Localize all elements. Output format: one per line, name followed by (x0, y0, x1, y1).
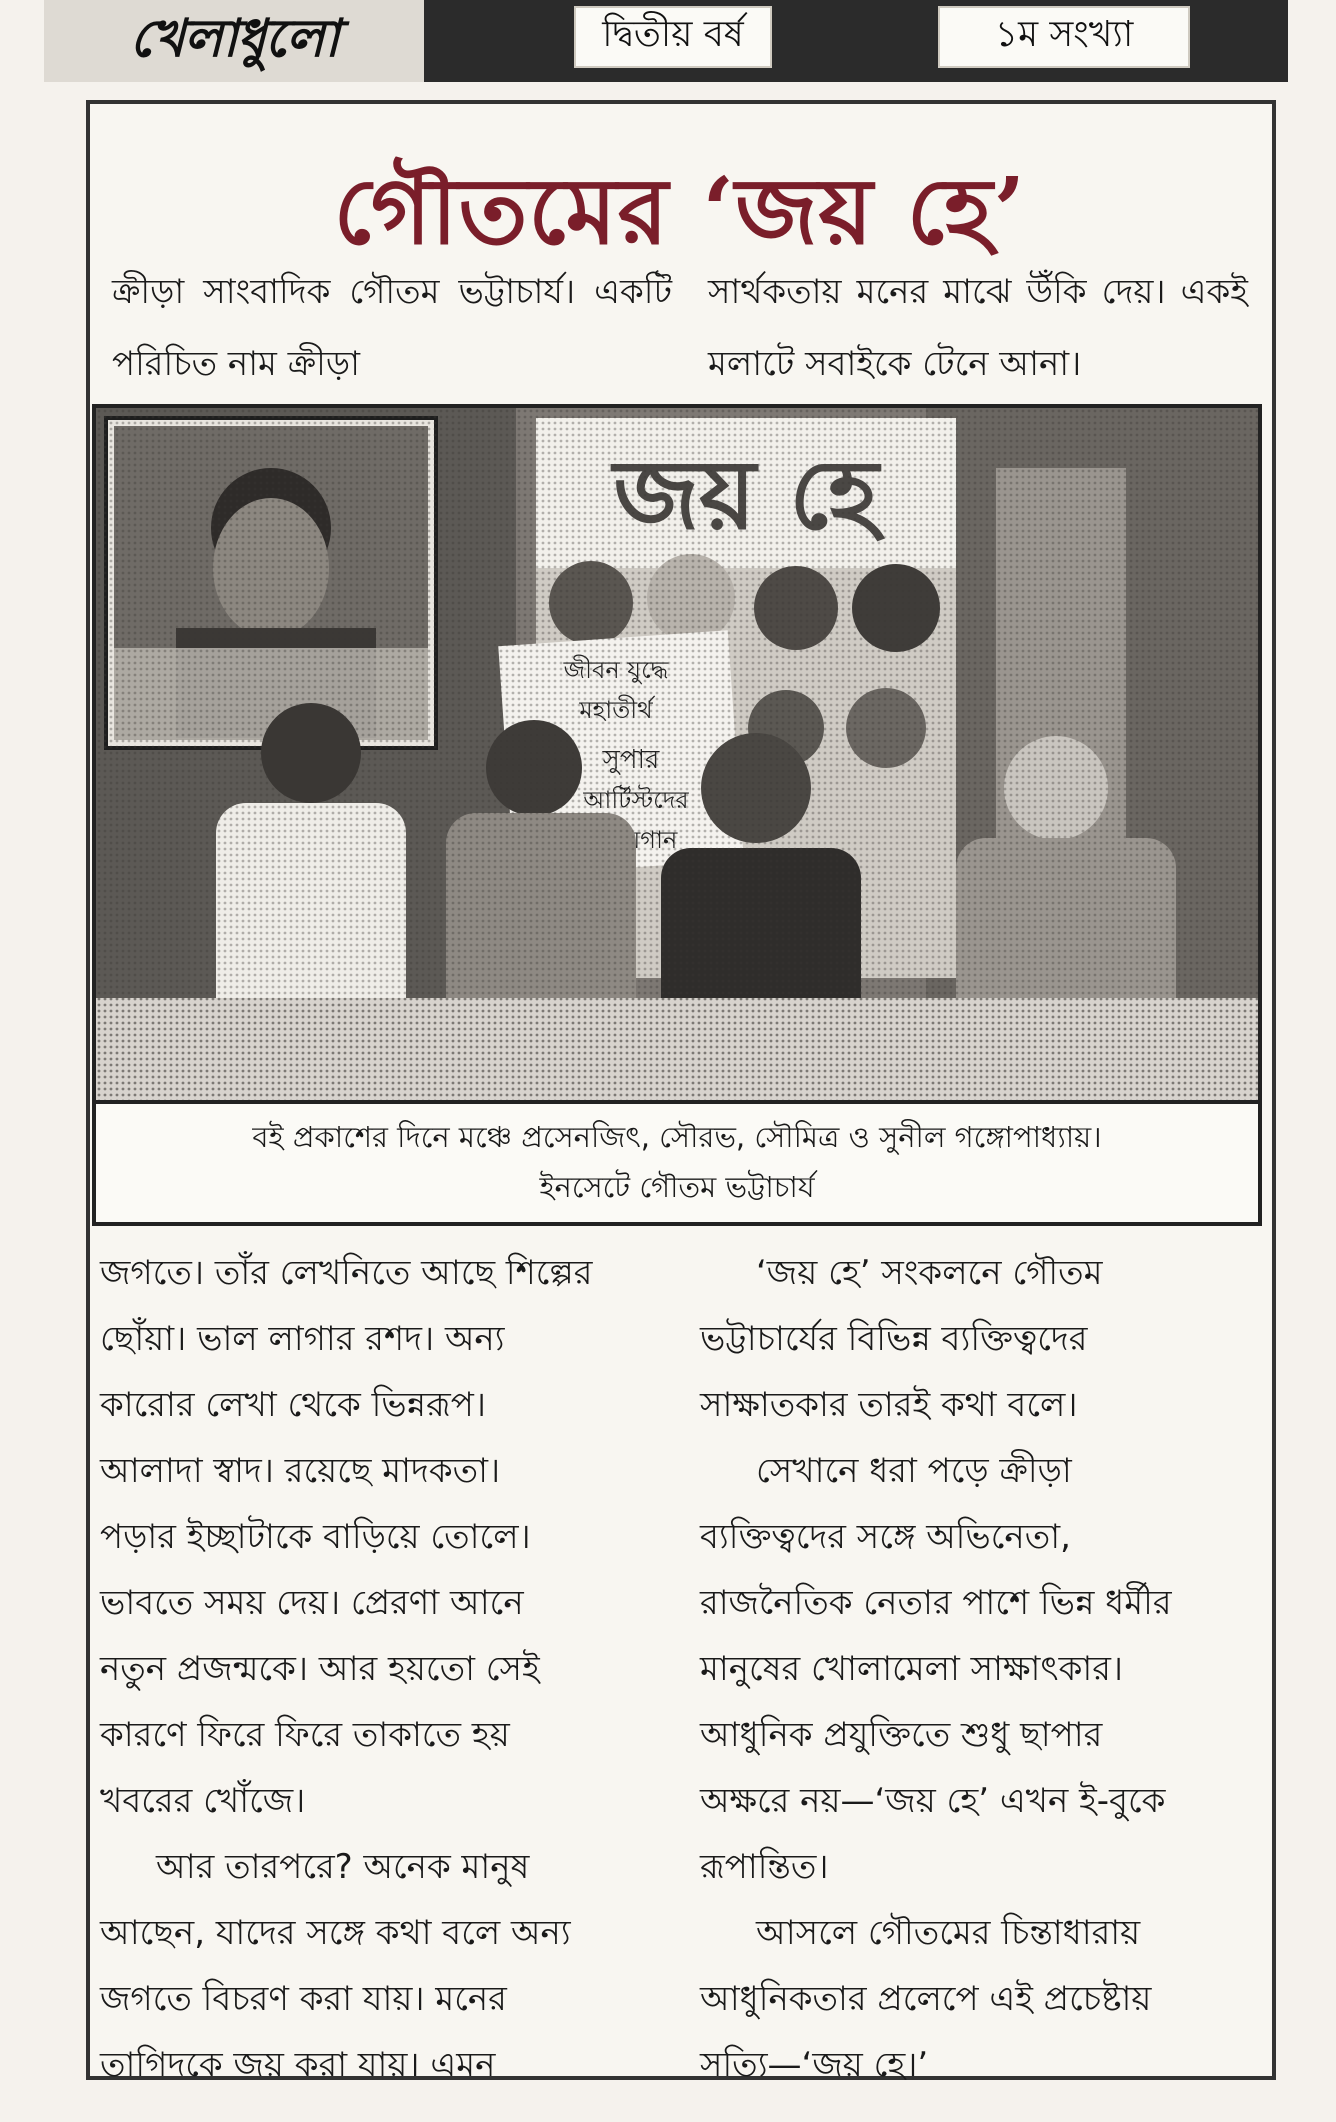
body-line: মানুষের খোলামেলা সাক্ষাৎকার। (700, 1649, 1124, 1689)
body-line: অক্ষরে নয়—‘জয় হে’ এখন ই-বুকে (700, 1781, 1166, 1821)
intro-right-line: সার্থকতায় মনের মাঝে উঁকি দেয়। (708, 272, 1166, 312)
body-line: সত্যি—‘জয় হে।’ (700, 2045, 929, 2085)
body-column-right (700, 1240, 1260, 2098)
body-line: ভট্টাচার্যের বিভিন্ন ব্যক্তিত্বদের (700, 1319, 1088, 1359)
body-line: কারোর লেখা থেকে ভিন্নরূপ। (100, 1385, 487, 1425)
body-line: আলাদা স্বাদ। রয়েছে মাদকতা। (100, 1451, 501, 1491)
body-line: আর তারপরে? অনেক মানুষ (156, 1847, 530, 1887)
intro-left-line: ক্রীড়া সাংবাদিক গৌতম (112, 272, 440, 312)
caption-line-1: বই প্রকাশের দিনে মঞ্চে প্রসেনজিৎ, সৌরভ, সৌমিত্র ও সুনীল গঙ্গোপাধ্যায়। (252, 1120, 1102, 1154)
issue-year: দ্বিতীয় বর্ষ (574, 6, 772, 68)
intro-right-column (708, 256, 1248, 400)
body-line: আধুনিক প্রযুক্তিতে শুধু ছাপার (700, 1715, 1103, 1755)
newspaper-logo (44, 0, 424, 82)
body-line: নতুন প্রজন্মকে। আর হয়তো সেই (100, 1649, 540, 1689)
caption-line-2: ইনসেটে গৌতম ভট্টাচার্য (539, 1170, 815, 1204)
body-line: আসলে গৌতমের চিন্তাধারায় (756, 1913, 1141, 1953)
intro-left-line: ভট্টাচার্য। একটি পরিচিত নাম ক্রীড়া (112, 272, 672, 384)
intro-left-column (112, 256, 672, 400)
body-line: ‘জয় হে’ সংকলনে গৌতম (756, 1253, 1103, 1293)
body-line: রূপান্তিত। (700, 1847, 829, 1887)
article-headline: গৌতমের ‘জয় হে’ (333, 157, 1027, 265)
body-line: সেখানে ধরা পড়ে ক্রীড়া (756, 1451, 1072, 1491)
body-line: পড়ার ইচ্ছাটাকে বাড়িয়ে তোলে। (100, 1517, 531, 1557)
photo-caption (92, 1104, 1262, 1226)
body-column-left (100, 1240, 670, 2098)
logo-text: খেলাধুলো (129, 7, 339, 69)
body-line: তাগিদকে জয় করা যায়। এমন (100, 2045, 496, 2085)
body-line: জগতে। তাঁর লেখনিতে আছে শিল্পের (100, 1253, 593, 1293)
body-line: আছেন, যাদের সঙ্গে কথা বলে অন্য (100, 1913, 571, 1953)
body-line: আধুনিকতার প্রলেপে এই প্রচেষ্টায় (700, 1979, 1152, 2019)
body-line: কারণে ফিরে ফিরে তাকাতে হয় (100, 1715, 510, 1755)
body-line: রাজনৈতিক নেতার পাশে ভিন্ন ধর্মীর (700, 1583, 1172, 1623)
body-line: ছোঁয়া। ভাল লাগার রশদ। অন্য (100, 1319, 505, 1359)
body-line: সাক্ষাতকার তারই কথা বলে। (700, 1385, 1078, 1425)
event-photo (92, 404, 1262, 1104)
body-line: জগতে বিচরণ করা যায়। মনের (100, 1979, 507, 2019)
body-line: ব্যক্তিত্বদের সঙ্গে অভিনেতা, (700, 1517, 1071, 1557)
photo-illustration (96, 408, 1258, 1100)
body-line: ভাবতে সময় দেয়। প্রেরণা আনে (100, 1583, 524, 1623)
issue-number: ১ম সংখ্যা (938, 6, 1190, 68)
intro-right-line: একই মলাটে সবাইকে টেনে আনা। (708, 272, 1248, 384)
body-line: খবরের খোঁজে। (100, 1781, 306, 1821)
